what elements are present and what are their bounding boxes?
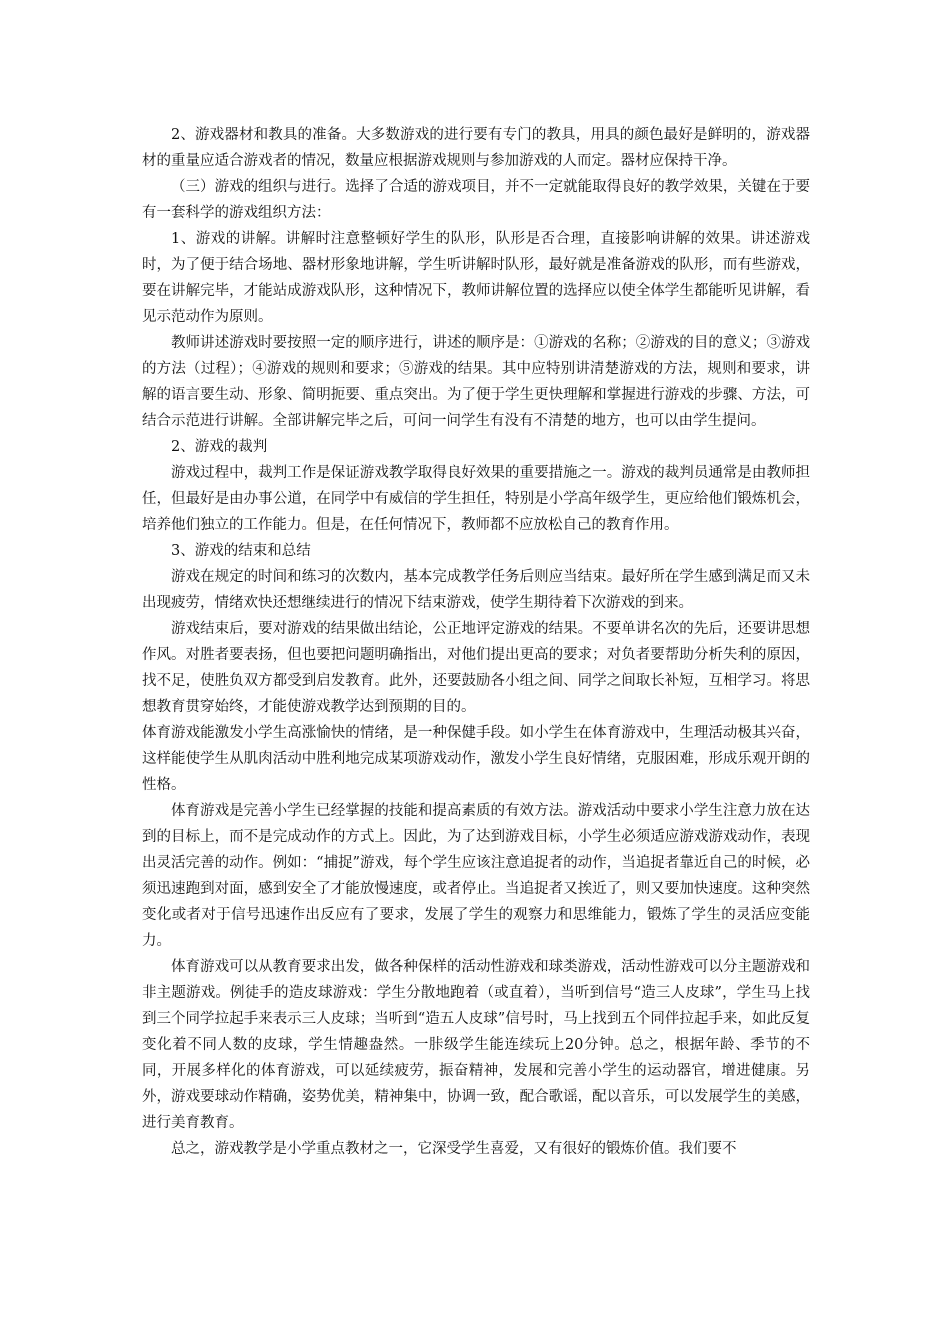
paragraph-refereeing: 游戏过程中，裁判工作是保证游戏教学取得良好效果的重要措施之一。游戏的裁判员通常是由教师担任，但最好是由办事公道，在同学中有威信的学生担任，特别是小学高年级学生，更应给他们锻炼机会，培养他们独立的工作能力。但是，在任何情况下，教师都不应放松自己的教育作用。 — [142, 465, 810, 533]
paragraph-emotional-health: 体育游戏能激发小学生高涨愉快的情绪，是一种保健手段。如小学生在体育游戏中，生理活动极其兴奋，这样能使学生从肌肉活动中胜利地完成某项游戏动作，激发小学生良好情绪，克服困难，形成乐观开朗的性格。 — [142, 725, 810, 793]
paragraph-explanation-order: 教师讲述游戏时要按照一定的顺序进行，讲述的顺序是：①游戏的名称；②游戏的目的意义；③游戏的方法（过程）；④游戏的规则和要求；⑤游戏的结果。其中应特别讲清楚游戏的方法，规则和要求，讲解的语言要生动、形象、简明扼要、重点突出。为了便于学生更快理解和掌握进行游戏的步骤、方法，可结合示范进行讲解。全部讲解完毕之后，可问一问学生有没有不清楚的地方，也可以由学生提问。 — [142, 335, 810, 429]
paragraph-equipment-preparation: 2、游戏器材和教具的准备。大多数游戏的进行要有专门的教具，用具的颜色最好是鲜明的，游戏器材的重量应适合游戏者的情况，数量应根据游戏规则与参加游戏的人而定。器材应保持干净。 — [142, 127, 810, 169]
paragraph-game-summary: 游戏结束后，要对游戏的结果做出结论，公正地评定游戏的结果。不要单讲名次的先后，还要讲思想作风。对胜者要表扬，但也要把问题明确指出，对他们提出更高的要求；对负者要帮助分析失利的原因，找不足，使胜负双方都受到启发教育。此外，还要鼓励各小组之间、同学之间取长补短，互相学习。将思想教育贯穿始终，才能使游戏教学达到预期的目的。 — [142, 621, 810, 715]
heading-game-refereeing: 2、游戏的裁判 — [171, 439, 268, 455]
paragraph-game-variety: 体育游戏可以从教育要求出发，做各种保样的活动性游戏和球类游戏，活动性游戏可以分主题游戏和非主题游戏。例徒手的造皮球游戏：学生分散地跑着（或直着），当听到信号“造三人皮球”，学生马上找到三个同学拉起手来表示三人皮球；当听到“造五人皮球”信号时，马上找到五个同伴拉起手来，如此反复变化着不同人数的皮球，学生情趣盎然。一胩级学生能连续玩上20分钟。总之，根据年龄、季节的不同，开展多样化的体育游戏，可以延续疲劳，振奋精神，发展和完善小学生的运动器官，增进健康。另外，游戏要球动作精确，姿势优美，精神集中，协调一致，配合歌谣，配以音乐，可以发展学生的美感，进行美育教育。 — [142, 959, 810, 1131]
paragraph-game-organization: （三）游戏的组织与进行。选择了合适的游戏项目，并不一定就能取得良好的教学效果，关键在于要有一套科学的游戏组织方法： — [142, 179, 810, 221]
paragraph-conclusion: 总之，游戏教学是小学重点教材之一，它深受学生喜爱，又有很好的锻炼价值。我们要不 — [171, 1141, 737, 1157]
document-body — [142, 122, 810, 1162]
paragraph-skill-improvement: 体育游戏是完善小学生已经掌握的技能和提高素质的有效方法。游戏活动中要求小学生注意力放在达到的目标上，而不是完成动作的方式上。因此，为了达到游戏目标，小学生必须适应游戏游戏动作，表现出灵活完善的动作。例如：“捕捉”游戏，每个学生应该注意追捉者的动作，当追捉者靠近自己的时候，必须迅速跑到对面，感到安全了才能放慢速度，或者停止。当追捉者又挨近了，则又要加快速度。这种突然变化或者对于信号迅速作出反应有了要求，发展了学生的观察力和思维能力，锻炼了学生的灵活应变能力。 — [142, 803, 810, 949]
heading-game-ending-summary: 3、游戏的结束和总结 — [171, 543, 311, 559]
paragraph-game-explanation: 1、游戏的讲解。讲解时注意整顿好学生的队形，队形是否合理，直接影响讲解的效果。讲述游戏时，为了便于结合场地、器材形象地讲解，学生听讲解时队形，最好就是准备游戏的队形，而有些游戏，要在讲解完毕，才能站成游戏队形，这种情况下，教师讲解位置的选择应以使全体学生都能听见讲解，看见示范动作为原则。 — [142, 231, 810, 325]
paragraph-game-ending: 游戏在规定的时间和练习的次数内，基本完成教学任务后则应当结束。最好所在学生感到满足而又未出现疲劳，情绪欢快还想继续进行的情况下结束游戏，使学生期待着下次游戏的到来。 — [142, 569, 810, 611]
